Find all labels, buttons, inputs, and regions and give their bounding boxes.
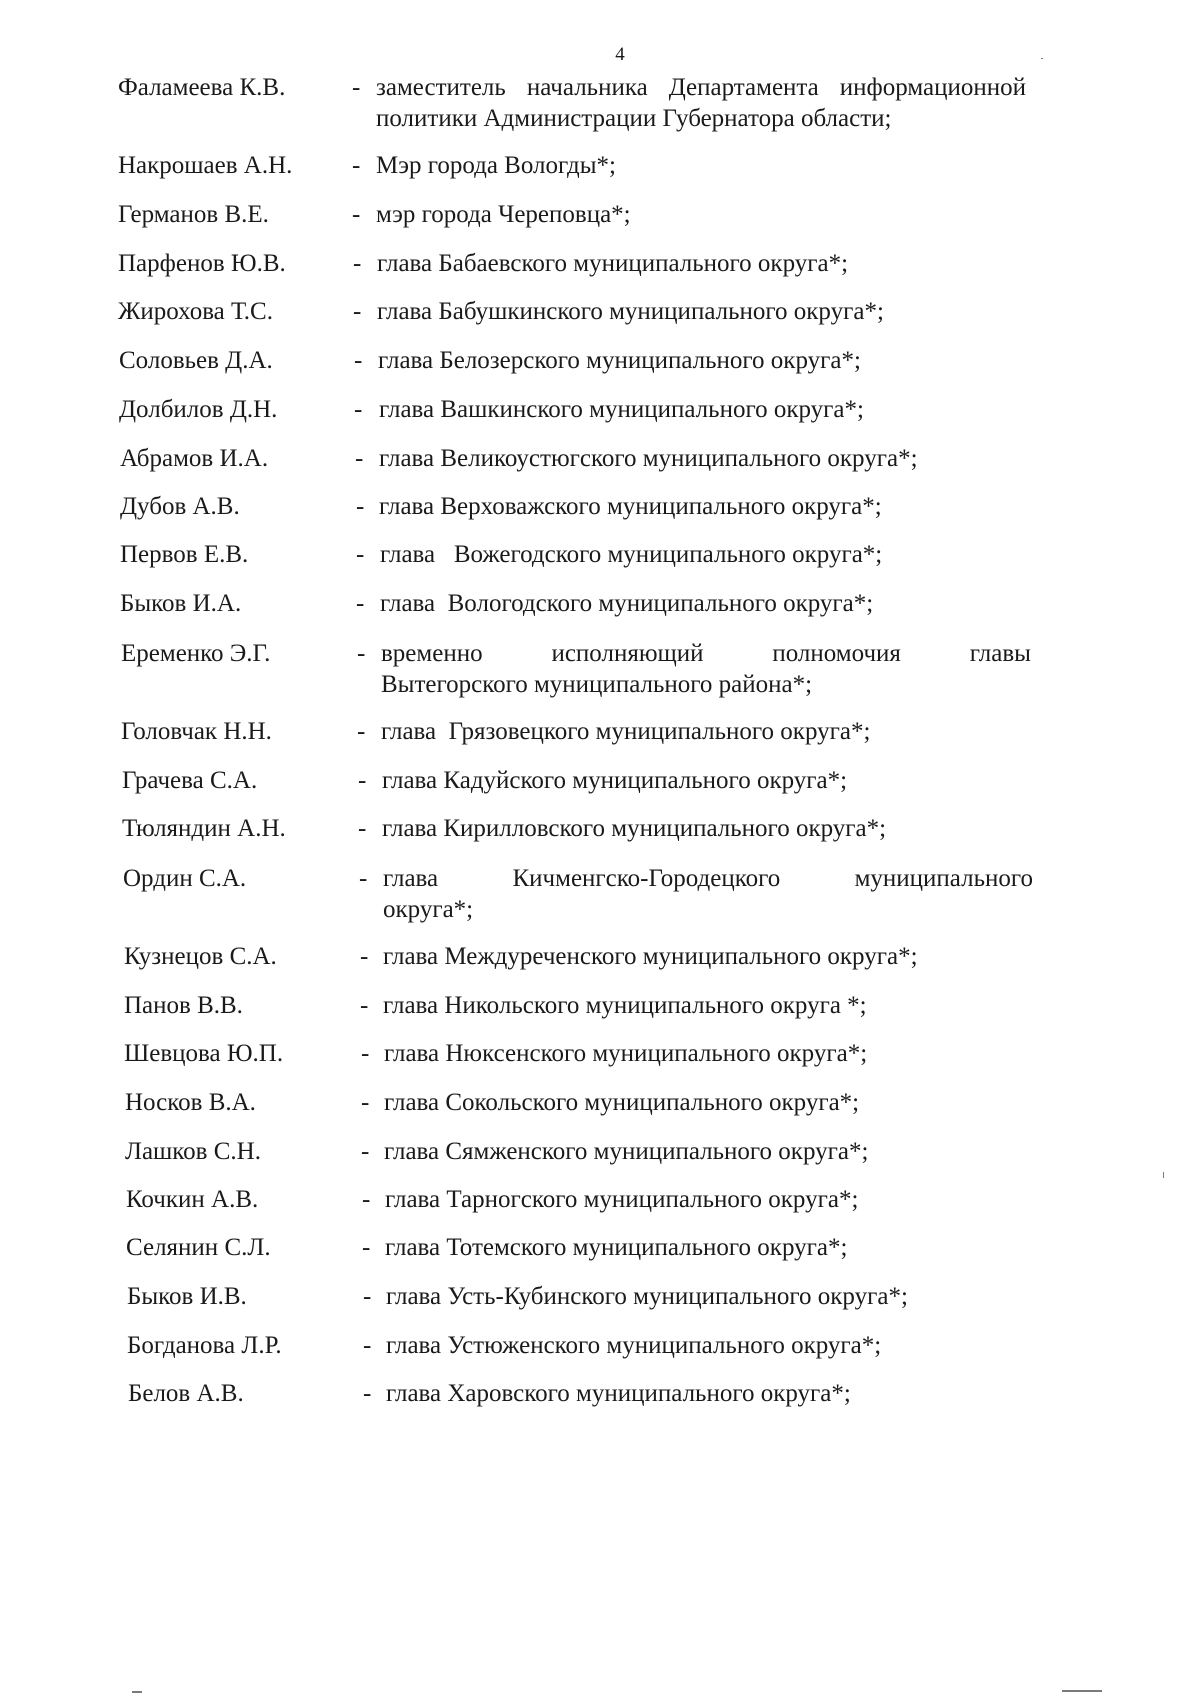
person-role: глава Усть-Кубинского муниципального округа*; [386,1283,908,1310]
person-name: Быков И.В. [127,1283,247,1310]
person-role: глава Тотемского муниципального округа*; [385,1234,848,1261]
person-role: глава Устюженского муниципального округа*; [386,1332,882,1359]
dash-separator: - [361,1089,370,1116]
dash-separator: - [355,445,364,472]
person-name: Быков И.А. [120,590,242,617]
person-role: глава Вашкинского муниципального округа*; [379,396,864,423]
person-name: Первов Е.В. [120,541,249,568]
person-role: глава Кирилловского муниципального округа*; [382,815,887,842]
dash-separator: - [354,396,363,423]
dash-separator: - [356,493,365,520]
person-name: Белов А.В. [128,1380,244,1407]
dash-separator: - [356,590,365,617]
person-role: глава Никольского муниципального округа *; [383,992,867,1019]
dash-separator: - [352,152,361,179]
role-line: округа*; [383,896,474,923]
person-role: глава Кадуйского муниципального округа*; [382,767,848,794]
role-word: полномочия [772,640,901,667]
person-name: Тюляндин А.Н. [122,815,286,842]
dash-separator: - [358,815,367,842]
person-role: глава Грязовецкого муниципального округа*; [381,718,871,745]
list-item [118,72,1038,136]
person-role: глава Тарногского муниципального округа*; [385,1186,859,1213]
person-role: глава Верховажского муниципального округа*; [379,493,882,520]
person-role: глава Великоустюгского муниципального округа*; [379,445,918,472]
person-name: Шевцова Ю.П. [124,1040,284,1067]
scan-speck [1041,58,1043,59]
dash-separator: - [358,767,367,794]
person-name: Кузнецов С.А. [124,943,277,970]
person-role: глава Вожегодского муниципального округа*; [380,541,883,568]
dash-separator: - [352,74,361,101]
dash-separator: - [361,1138,370,1165]
dash-separator: - [363,1332,372,1359]
scan-speck [1163,1172,1164,1178]
dash-separator: - [354,347,363,374]
dash-separator: - [359,865,368,892]
person-role: мэр города Череповца*; [376,201,631,228]
dash-separator: - [357,640,366,667]
person-role: заместитель начальника Департамента информационной политики Администрации Губернатора области; [376,74,1026,132]
person-name: Еременко Э.Г. [121,640,271,667]
dash-separator: - [361,1040,370,1067]
person-name: Жирохова Т.С. [118,298,273,325]
scan-speck [132,1691,142,1693]
dash-separator: - [362,1186,371,1213]
dash-separator: - [353,250,362,277]
page-number: 4 [615,44,625,65]
dash-separator: - [362,1234,371,1261]
dash-separator: - [360,943,369,970]
person-name: Селянин С.Л. [126,1234,271,1261]
role-line: Вытегорского муниципального района*; [381,671,813,698]
person-name: Накрошаев А.Н. [118,152,293,179]
person-name: Носков В.А. [125,1089,256,1116]
person-name: Дубов А.В. [120,493,240,520]
person-name: Грачева С.А. [122,767,258,794]
person-name: Головчак Н.Н. [121,718,272,745]
role-word: главы [969,640,1031,667]
list-item [121,638,1041,702]
list-item [128,1378,1048,1438]
person-role [383,863,1033,925]
person-name: Фаламеева К.В. [118,74,286,101]
role-word: муниципального [854,865,1033,892]
person-role: глава Белозерского муниципального округа*; [378,347,861,374]
person-name: Долбилов Д.Н. [119,396,278,423]
person-name: Соловьев Д.А. [119,347,273,374]
person-role: глава Сямженского муниципального округа*; [384,1138,869,1165]
person-name: Кочкин А.В. [126,1186,259,1213]
role-word: временно [381,640,483,667]
dash-separator: - [356,541,365,568]
scan-speck [1062,1690,1102,1692]
dash-separator: - [363,1380,372,1407]
person-role: глава Бабаевского муниципального округа*; [377,250,849,277]
person-role: глава Нюксенского муниципального округа*; [384,1040,868,1067]
person-role: глава Сокольского муниципального округа*; [384,1089,860,1116]
person-role: Мэр города Вологды*; [376,152,616,179]
person-role: глава Вологодского муниципального округа*; [380,590,874,617]
role-word: глава [383,865,439,892]
dash-separator: - [357,718,366,745]
person-role [381,638,1031,700]
person-role: глава Бабушкинского муниципального округа*; [377,298,884,325]
person-name: Богданова Л.Р. [127,1332,282,1359]
person-name: Панов В.В. [124,992,243,1019]
person-name: Германов В.Е. [118,201,269,228]
person-role: глава Харовского муниципального округа*; [386,1380,851,1407]
role-word: исполняющий [551,640,704,667]
dash-separator: - [363,1283,372,1310]
person-name: Абрамов И.А. [120,445,269,472]
role-word: Кичменгско-Городецкого [512,865,781,892]
person-name: Лашков С.Н. [125,1138,261,1165]
person-name: Ордин С.А. [123,865,247,892]
dash-separator: - [352,201,361,228]
list-item [123,863,1043,927]
person-role: глава Междуреченского муниципального округа*; [383,943,918,970]
person-name: Парфенов Ю.В. [118,250,286,277]
dash-separator: - [360,992,369,1019]
dash-separator: - [353,298,362,325]
